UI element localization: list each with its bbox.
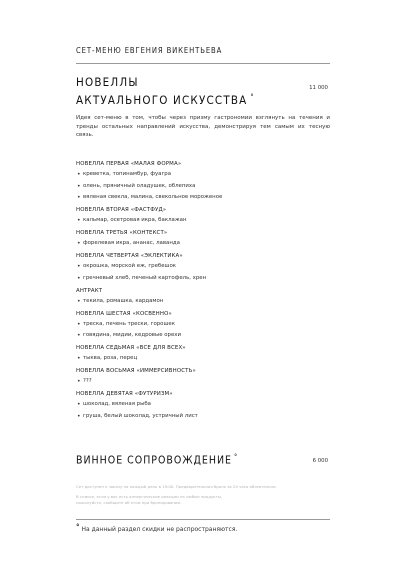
dish-item [76,376,330,388]
course-title: АНТРАКТ [76,287,103,294]
course-title: НОВЕЛЛА ВТОРАЯ «ФАСТФУД» [76,207,167,213]
course-title: НОВЕЛЛА ТРЕТЬЯ «КОНТЕКСТ» [76,230,168,236]
dish-item [76,330,330,342]
dish-text: олень, пряничный оладушек, облепиха [83,182,196,189]
bullet-icon: • [77,171,81,178]
dish-text: кальмар, осетровая икра, баклажан [83,217,187,223]
bullet-icon: • [77,217,81,224]
discount-note-text: На данный раздел скидки не распространяются. [81,526,238,533]
dish-text: окрошка, морской еж, гребешок [83,263,177,269]
dish-item [76,238,330,250]
course-list [76,160,330,425]
course-title: НОВЕЛЛА ПЕРВАЯ «МАЛАЯ ФОРМА» [76,161,182,167]
bullet-icon: • [77,240,81,247]
dish-text: вяленая свекла, малина, свекольное мороженое [83,194,223,200]
wine-pairing-title [76,453,237,467]
dish-item [76,353,330,365]
course-title: НОВЕЛЛА ДЕВЯТАЯ «ФУТУРИЗМ» [76,391,173,397]
dish-item [76,169,330,181]
fine-print-allergy [76,494,336,505]
set-title [76,75,254,108]
dish-item [76,399,330,411]
set-title-line-1: НОВЕЛЛЫ [76,75,139,89]
dish-item [76,192,330,204]
bottom-divider [76,519,330,520]
dish-text: креветка, топинамбур, фуагра [83,171,171,177]
bullet-icon: • [77,274,81,282]
dish-item [76,181,330,193]
set-intro: Идея сет-меню в том, чтобы через призму гастрономии взглянуть на течения и тренды остальных направлений искусства, демонстрируя тем самым их тесную связь. [76,115,330,139]
dish-item [76,319,330,331]
set-title-mark: ° [250,93,254,101]
bullet-icon: • [77,320,81,328]
dish-text: шоколад, вяленая рыба [83,401,151,407]
bullet-icon: • [77,412,81,420]
dish-text: форелевая икра, ананас, лаванда [83,240,180,246]
dish-item [76,261,330,273]
dish-text: треска, печень трески, горошек [83,320,175,327]
dish-text: тыква, роза, перец [83,355,138,361]
course-title: НОВЕЛЛА ВОСЬМАЯ «ИММЕРСИВНОСТЬ» [76,368,196,374]
wine-pairing-mark: ° [234,453,238,461]
course-title: НОВЕЛЛА СЕДЬМАЯ «ВСЕ ДЛЯ ВСЕХ» [76,345,186,351]
dish-text: гречневый хлеб, печеный картофель, хрен [83,274,207,281]
bullet-icon: • [77,401,81,408]
discount-note [76,525,237,533]
bullet-icon: • [77,332,81,339]
page-header-title: СЕТ-МЕНЮ ЕВГЕНИЯ ВИКЕНТЬЕВА [76,46,223,55]
dish-text: ??? [83,378,92,384]
set-price: 11 000 [309,85,328,91]
fine-print-availability: Сет доступен к заказу на каждый день в 19:00. Предварительная бронь за 24 часа обязательна. [76,484,277,489]
bullet-icon: • [77,263,81,270]
dish-text: текила, ромашка, кардамон [83,297,164,304]
wine-pairing-price: 6 000 [312,458,328,464]
dish-item [76,411,330,423]
course-title: НОВЕЛЛА ШЕСТАЯ «КОСВЕННО» [76,310,172,317]
top-divider [76,63,330,64]
set-title-line-2 [76,90,254,108]
bullet-icon: • [77,378,81,385]
fine-print-allergy-line-1: В списке, если у вас есть аллергические реакции на любые продукты, [76,494,223,499]
bullet-icon: • [77,194,81,201]
course-title: НОВЕЛЛА ЧЕТВЕРТАЯ «ЭКЛЕКТИКА» [76,253,183,259]
set-title-line-2-text: АКТУАЛЬНОГО ИСКУССТВА [76,92,248,107]
bullet-icon: • [77,182,81,190]
dish-item [76,296,330,308]
dish-item [76,273,330,285]
dish-item [76,215,330,227]
fine-print-allergy-line-2: пожалуйста, сообщите об этом при бронировании. [76,499,182,505]
dish-text: говядина, мидии, кедровые орехи [83,332,181,338]
wine-pairing-title-text: ВИННОЕ СОПРОВОЖДЕНИЕ [76,454,233,467]
bullet-icon: • [77,355,81,362]
bullet-icon: • [77,297,81,305]
discount-note-mark: ° [76,523,80,531]
course-spacer [76,422,330,425]
dish-text: груша, белый шоколад, устричный лист [83,412,198,419]
